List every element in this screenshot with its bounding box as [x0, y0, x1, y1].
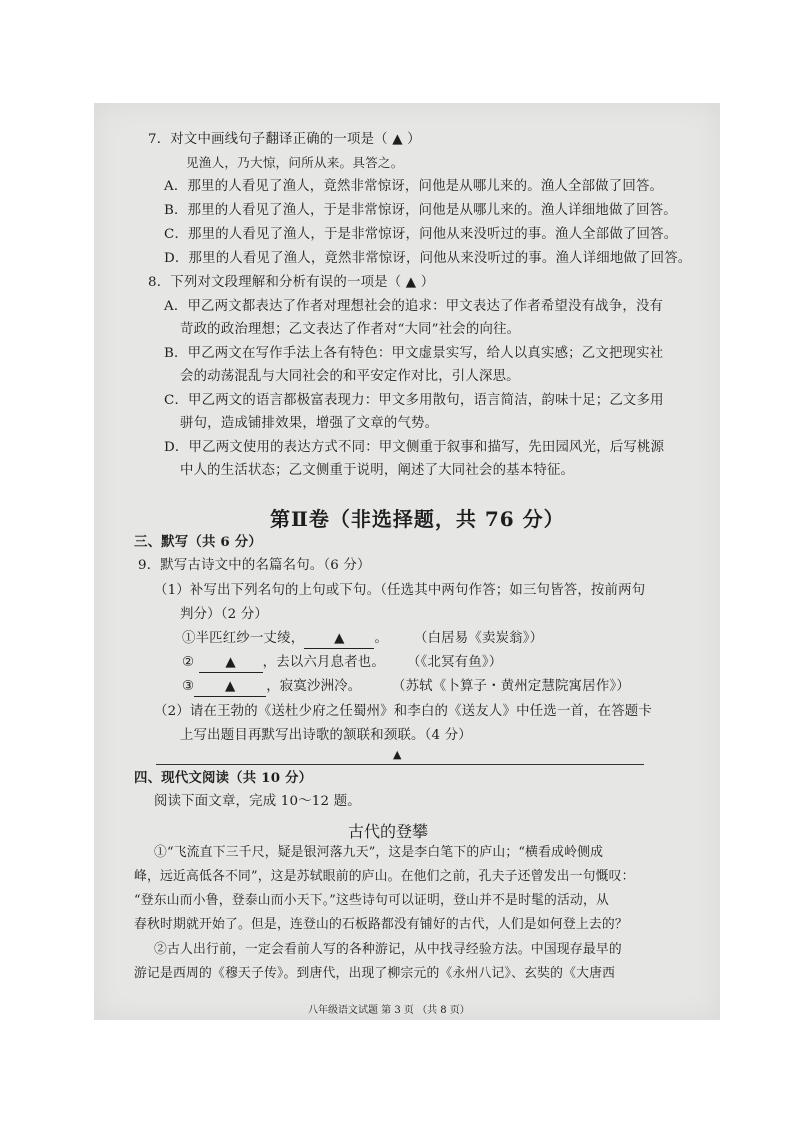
- answer-line[interactable]: [156, 764, 644, 765]
- q9-item-1-suffix: 。: [374, 631, 388, 646]
- q8-option-b-line2: 会的动荡混乱与大同社会的和平安定作对比，引人深思。: [180, 369, 520, 384]
- q8-option-d-line1: D．甲乙两文使用的表达方式不同：甲文侧重于叙事和描写，先田园风光，后写桃源: [164, 440, 665, 455]
- q9-item-2-source: （《北冥有鱼》）: [407, 655, 503, 670]
- article-title: 古代的登攀: [348, 822, 429, 841]
- q9-item-2: [182, 654, 385, 673]
- section4-intro: 阅读下面文章，完成 10～12 题。: [154, 794, 361, 809]
- q9-sub2-line2: 上写出题目再默写出诗歌的颔联和颈联。（4 分）: [180, 728, 472, 743]
- q9-sub1-line1: （1）补写出下列名句的上句或下句。（任选其中两句作答；如三句皆答，按前两句: [154, 583, 646, 598]
- q9-sub1-line2: 判分）（2 分）: [180, 607, 269, 622]
- q8-option-d-line2: 中人的生活状态；乙文侧重于说明，阐述了大同社会的基本特征。: [180, 463, 575, 478]
- q9-item-1-prefix: ①半匹红纱一丈绫，: [182, 631, 305, 646]
- q9-item-3-source: （苏轼《卜算子・黄州定慧院寓居作》）: [392, 679, 630, 694]
- part2-heading: 第Ⅱ卷（非选择题，共 76 分）: [270, 507, 565, 531]
- q7-quote: 见渔人，乃大惊，问所从来。具答之。: [186, 155, 404, 170]
- q9-stem: 9．默写古诗文中的名篇名句。（6 分）: [138, 558, 371, 573]
- q7-option-c: C．那里的人看见了渔人，于是非常惊讶，问他从来没听过的事。渔人全部做了回答。: [164, 227, 678, 242]
- article-p1-line3: “登东山而小鲁，登泰山而小天下。”这些诗句可以证明，登山并不是时髦的活动，从: [134, 893, 609, 908]
- article-p1-line4: 春秋时期就开始了。但是，连登山的石板路都没有铺好的古代，人们是如何登上去的？: [134, 917, 628, 932]
- section4-heading: 四、现代文阅读（共 10 分）: [134, 770, 313, 786]
- q8-stem: 8．下列对文段理解和分析有误的一项是（ ▲ ）: [148, 275, 435, 290]
- q7-option-b: B．那里的人看见了渔人，于是非常惊讶，问他是从哪儿来的。渔人详细地做了回答。: [164, 203, 677, 218]
- q8-option-a-line2: 苛政的政治理想；乙文表达了作者对“大同”社会的向往。: [180, 322, 521, 337]
- q8-option-b-line1: B．甲乙两文在写作手法上各有特色：甲文虚景实写，给人以真实感；乙文把现实社: [164, 346, 664, 361]
- q7-option-a: A．那里的人看见了渔人，竟然非常惊讶，问他是从哪儿来的。渔人全部做了回答。: [164, 179, 664, 194]
- section3-heading: 三、默写（共 6 分）: [134, 534, 262, 550]
- q9-item-2-prefix: ②: [182, 655, 199, 670]
- q9-item-1-source: （白居易《卖炭翁》）: [414, 631, 544, 646]
- answer-line-mark: ▲: [393, 748, 402, 761]
- page-footer: 八年级语文试题 第 3 页 （共 8 页）: [308, 1005, 470, 1016]
- q7-stem: 7．对文中画线句子翻译正确的一项是（ ▲ ）: [148, 132, 421, 147]
- answer-blank[interactable]: ▲: [194, 678, 266, 697]
- q8-option-c-line2: 骈句，造成铺排效果，增强了文章的气势。: [180, 416, 439, 431]
- q9-sub2-line1: （2）请在王勃的《送杜少府之任蜀州》和李白的《送友人》中任选一首，在答题卡: [154, 704, 652, 719]
- q9-item-3: [182, 678, 361, 697]
- q9-item-1: [182, 630, 388, 649]
- article-p2-line1: ②古人出行前，一定会看前人写的各种游记，从中找寻经验方法。中国现存最早的: [154, 942, 622, 957]
- q9-item-3-prefix: ③: [182, 679, 195, 694]
- q8-option-a-line1: A．甲乙两文都表达了作者对理想社会的追求：甲文表达了作者希望没有战争，没有: [164, 299, 664, 314]
- q9-item-3-suffix: ，寂寞沙洲冷。: [266, 679, 362, 694]
- q8-option-c-line1: C．甲乙两文的语言都极富表现力：甲文多用散句，语言简洁，韵味十足；乙文多用: [164, 393, 664, 408]
- answer-blank[interactable]: ▲: [304, 630, 374, 649]
- q9-item-2-suffix: ，去以六月息者也。: [262, 655, 385, 670]
- article-p1-line1: ①“飞流直下三千尺，疑是银河落九天”，这是李白笔下的庐山；“横看成岭侧成: [154, 845, 604, 860]
- article-p2-line2: 游记是西周的《穆天子传》。到唐代，出现了柳宗元的《永州八记》、玄奘的《大唐西: [134, 966, 616, 981]
- exam-page: [94, 103, 720, 1020]
- answer-blank[interactable]: ▲: [199, 654, 263, 673]
- article-p1-line2: 峰，远近高低各不同”，这是苏轼眼前的庐山。在他们之前，孔夫子还曾发出一句慨叹：: [134, 869, 635, 884]
- q7-option-d: D．那里的人看见了渔人，竟然非常惊讶，问他从来没听过的事。渔人详细地做了回答。: [164, 251, 692, 266]
